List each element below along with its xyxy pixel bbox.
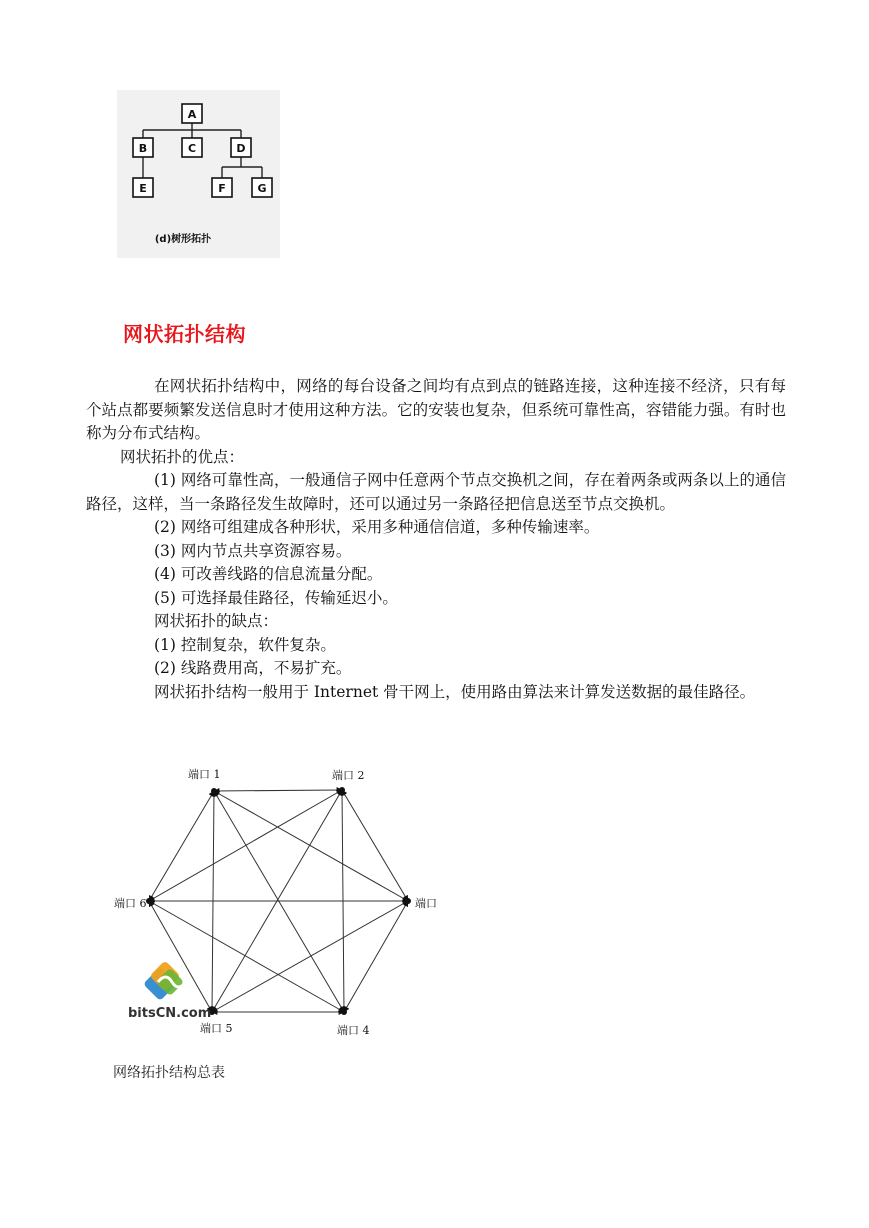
port-node-3	[405, 898, 411, 904]
advantage-item: (3) 网内节点共享资源容易。	[154, 541, 352, 560]
tree-topology-figure	[117, 90, 280, 258]
figure-caption: 网络拓扑结构总表	[113, 1065, 225, 1081]
tree-node-e: E	[139, 182, 147, 195]
port-node-1	[211, 788, 217, 794]
mesh-link	[344, 901, 408, 1012]
mesh-link	[149, 790, 342, 901]
mesh-link	[149, 791, 214, 901]
mesh-link	[212, 901, 408, 1012]
bitscn-logo	[128, 960, 211, 1021]
port-node-2	[339, 787, 345, 793]
tree-figure-caption: (d)树形拓扑	[154, 234, 212, 245]
usage-paragraph: 网状拓扑结构一般用于 Internet 骨干网上，使用路由算法来计算发送数据的最佳路径。	[154, 682, 756, 701]
mesh-topology-diagram	[108, 760, 448, 1045]
advantages-label: 网状拓扑的优点：	[120, 447, 245, 466]
mesh-topology-figure	[108, 760, 448, 1045]
bitscn-watermark: bitsCN.com	[128, 1006, 212, 1021]
disadvantage-item: (2) 线路费用高，不易扩充。	[154, 659, 352, 677]
port-node-4	[341, 1009, 347, 1015]
tree-topology-diagram	[117, 90, 280, 258]
port-6-label: 端口 6	[114, 897, 147, 910]
port-1-label: 端口 1	[188, 768, 221, 781]
advantage-item: (2) 网络可组建成各种形状，采用多种通信信道，多种传输速率。	[154, 518, 600, 536]
article-body	[86, 375, 786, 704]
port-node-6	[146, 898, 152, 904]
tree-node-b: B	[138, 142, 148, 155]
intro-paragraph: 在网状拓扑结构中，网络的每台设备之间均有点到点的链路连接，这种连接不经济，只有每个站点都要频繁发送信息时才使用这种方法。它的安装也复杂，但系统可靠性高，容错能力强。有时也称为分布式结构。	[86, 377, 786, 442]
tree-node-g: G	[257, 182, 267, 195]
mesh-link	[342, 790, 408, 901]
disadvantage-item: (1) 控制复杂，软件复杂。	[154, 635, 336, 654]
advantage-item: (5) 可选择最佳路径，传输延迟小。	[154, 588, 398, 607]
mesh-link	[214, 790, 342, 791]
section-title: 网状拓扑结构	[123, 322, 246, 346]
tree-node-f: F	[218, 182, 226, 195]
tree-node-c: C	[187, 142, 197, 155]
mesh-link	[149, 901, 344, 1012]
tree-node-d: D	[236, 142, 246, 155]
port-4-label: 端口 4	[337, 1024, 370, 1037]
disadvantages-label: 网状拓扑的缺点：	[154, 612, 279, 630]
port-2-label: 端口 2	[332, 769, 365, 782]
port-5-label: 端口 5	[200, 1022, 233, 1035]
tree-node-a: A	[187, 108, 197, 121]
port-3-label: 端口	[415, 897, 437, 910]
advantage-item: (4) 可改善线路的信息流量分配。	[154, 565, 383, 583]
advantage-item: (1) 网络可靠性高，一般通信子网中任意两个节点交换机之间，存在着两条或两条以上的通信路径，这样，当一条路径发生故障时，还可以通过另一条路径把信息送至节点交换机。	[86, 471, 786, 513]
